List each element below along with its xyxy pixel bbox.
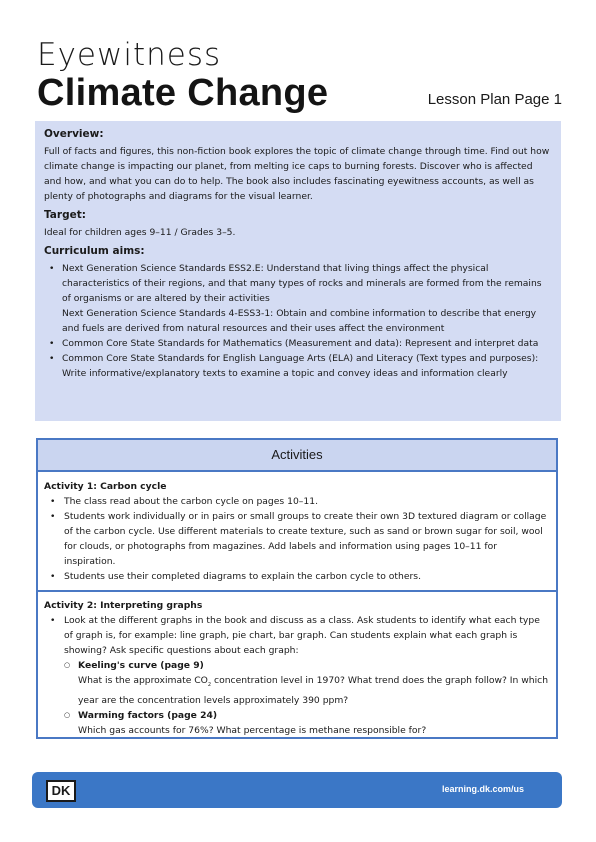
page-title: Climate Change — [37, 72, 329, 114]
list-item: • Students use their completed diagrams to explain the carbon cycle to others. — [44, 569, 550, 584]
question-text: What is the approximate CO — [78, 675, 208, 686]
question-text: concentration level in 1970? What trend does the graph follow? In which year are the concentration levels approximately 390 ppm? — [78, 675, 549, 706]
overview-panel — [35, 121, 561, 421]
question-item — [64, 708, 550, 738]
header — [37, 38, 562, 116]
question-text: Which gas accounts for 76%? What percentage is methane responsible for? — [78, 724, 427, 736]
question-list — [64, 658, 550, 738]
activity-2 — [38, 590, 556, 738]
list-item: • Students work individually or in pairs or small groups to create their own 3D textured diagram or collage of the carbon cycle. Use different materials to create texture, such as sand or brown sugar for soil, wool for clouds, or photographs from magazines. Add labels and information using pages 10–11 for inspiration. — [44, 509, 550, 569]
footer-url[interactable]: learning.dk.com/us — [441, 784, 524, 794]
overview-text: Full of facts and figures, this non-fiction book explores the topic of climate change through time. Find out how climate change is impacting our planet, from melting ice caps to burning forests. Discover who is affected and how, and what you can do to help. The book also includes fascinating eyewitness accounts, as well as plenty of photographs and diagrams for the visual learner. — [44, 146, 550, 202]
activity-1-title: Activity 1: Carbon cycle — [44, 481, 167, 492]
activity-2-title: Activity 2: Interpreting graphs — [44, 600, 203, 611]
activity-2-intro: Look at the different graphs in the book and discuss as a class. Ask students to identify what each type of graph is, for example: line graph, pie chart, bar graph. Can students explain what each graph is showing? Ask specific questions about each graph: — [64, 615, 540, 656]
activity-1-list — [44, 494, 550, 584]
question-title: Keeling's curve (page 9) — [78, 660, 204, 671]
list-item — [44, 613, 550, 738]
aim-text: Next Generation Science Standards ESS2.E: Understand that living things affect the physical characteristics of their regions, and that many types of rocks and minerals are formed from the remains of organisms or are altered by their activities — [62, 263, 542, 304]
curriculum-aims-list — [44, 261, 552, 381]
question-title: Warming factors (page 24) — [78, 709, 218, 721]
footer-bar — [32, 772, 562, 808]
aim-item: • Common Core State Standards for English Language Arts (ELA) and Literacy (Text types and purposes): Write informative/explanatory texts to examine a topic and convey ideas and information clearly — [44, 351, 552, 381]
target-text: Ideal for children ages 9–11 / Grades 3–5. — [44, 227, 236, 238]
lesson-plan-label: Lesson Plan Page 1 — [427, 91, 562, 108]
subscript: 2 — [207, 681, 212, 688]
activity-1 — [38, 472, 556, 584]
series-title: Eyewitness — [37, 37, 222, 73]
aim-text: Next Generation Science Standards 4-ESS3-1: Obtain and combine information to describe that energy and fuels are derived from natural resources and their uses affect the environment — [62, 308, 537, 334]
aim-item — [44, 261, 552, 336]
activity-2-list — [44, 613, 550, 738]
target-heading: Target: — [44, 209, 86, 221]
activities-heading: Activities — [38, 440, 556, 472]
list-item: • The class read about the carbon cycle on pages 10–11. — [44, 494, 550, 509]
dk-logo: DK — [46, 780, 76, 802]
aim-item: • Common Core State Standards for Mathematics (Measurement and data): Represent and interpret data — [44, 336, 552, 351]
question-item — [64, 658, 550, 708]
overview-heading: Overview: — [44, 128, 104, 140]
activities-panel — [36, 438, 558, 739]
curriculum-aims-heading: Curriculum aims: — [44, 245, 145, 257]
